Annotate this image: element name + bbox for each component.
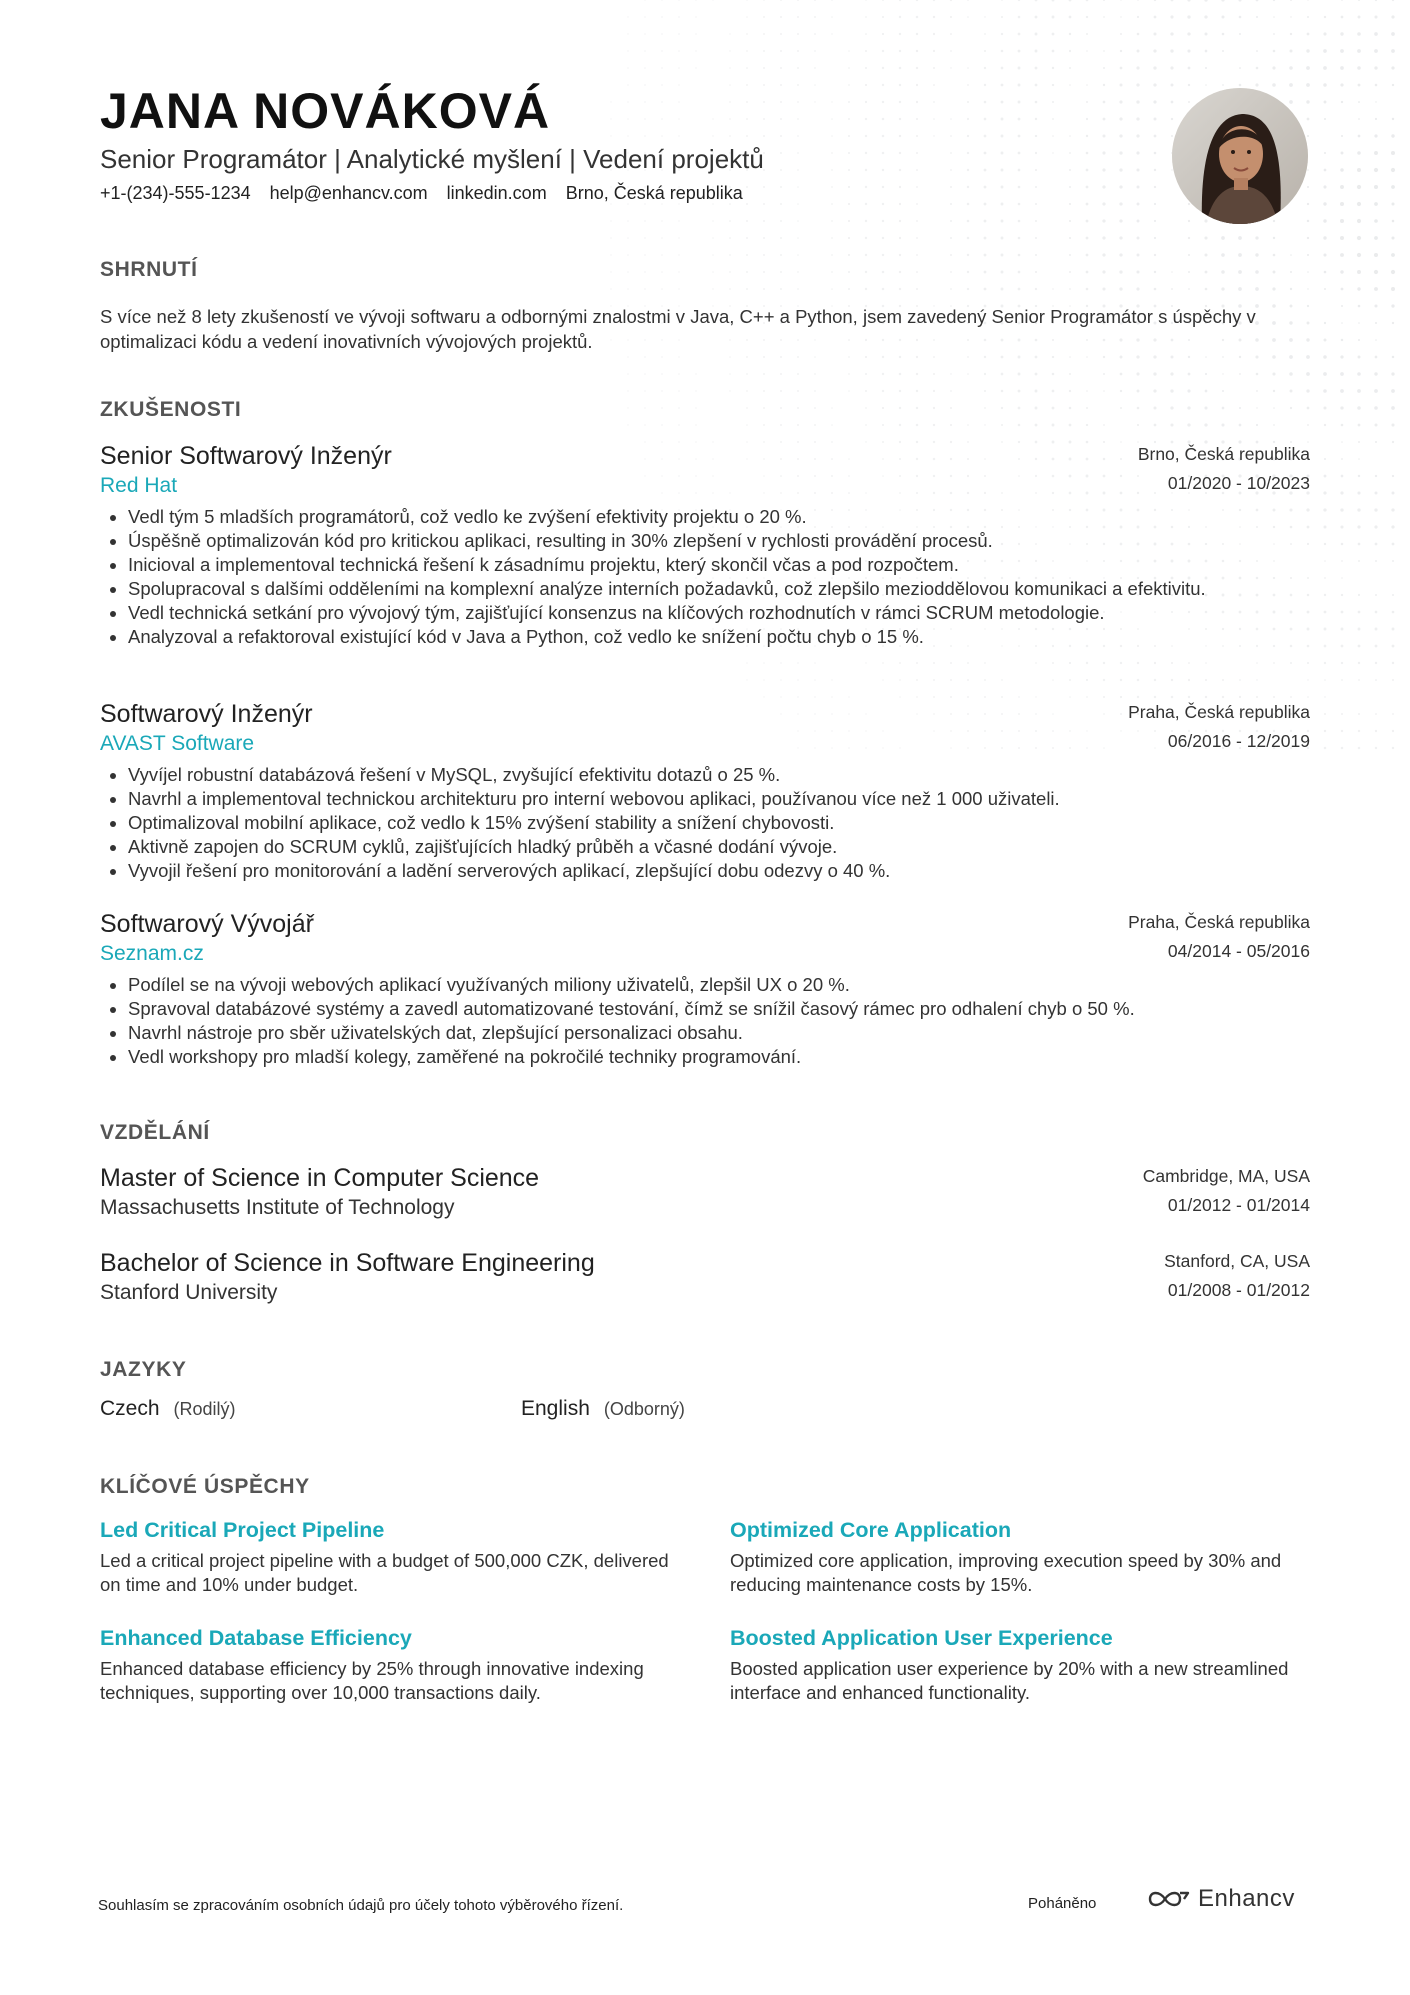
experience-item <box>100 440 1310 649</box>
role-location: Praha, Česká republika <box>1128 702 1310 722</box>
bullet: • Inicioval a implementoval technická řešení k zásadnímu projektu, který skončil včas a pod rozpočtem. <box>128 553 1268 577</box>
experience-item <box>100 698 1310 883</box>
summary-text: S více než 8 lety zkušeností ve vývoji softwaru a odbornými znalostmi v Java, C++ a Python, jsem zavedený Senior Programátor s úspěchy v optimalizaci kódu a vedení inovativních vývojových projektů. <box>100 306 1256 352</box>
bullet: • Navrhl a implementoval technickou architekturu pro interní webovou aplikaci, používanou více než 1 000 uživateli. <box>128 787 1268 811</box>
role-meta <box>1128 698 1310 756</box>
achievement-description: Enhanced database efficiency by 25% through innovative indexing techniques, supporting over 10,000 transactions daily. <box>100 1658 644 1703</box>
achievement-title: Enhanced Database Efficiency <box>100 1626 412 1650</box>
achievement-description: Optimized core application, improving execution speed by 30% and reducing maintenance costs by 15%. <box>730 1550 1282 1595</box>
avatar-photo-icon <box>1172 88 1308 224</box>
summary-heading: SHRNUTÍ <box>100 258 198 281</box>
brand-link[interactable] <box>1146 1885 1295 1913</box>
education-dates: 01/2012 - 01/2014 <box>1167 1195 1310 1215</box>
language-name: English <box>521 1397 590 1420</box>
company-link[interactable]: Red Hat <box>100 474 178 497</box>
brand-name: Enhancv <box>1198 1885 1295 1912</box>
bullet: • Analyzoval a refaktoroval existující kód v Java a Python, což vedlo ke snížení počtu chyb o 15 %. <box>128 625 1268 649</box>
enhancv-logo-icon <box>1146 1885 1192 1913</box>
bullet: • Vedl tým 5 mladších programátorů, což vedlo ke zvýšení efektivity projektu o 20 %. <box>128 505 1268 529</box>
role-meta <box>1138 440 1310 498</box>
achievement-title: Optimized Core Application <box>730 1518 1012 1542</box>
language-item <box>100 1397 236 1421</box>
achievement-item <box>730 1624 1300 1705</box>
role-title: Senior Softwarový Inženýr <box>100 442 392 470</box>
education-location: Cambridge, MA, USA <box>1142 1166 1310 1186</box>
education-meta <box>1143 1162 1310 1220</box>
location-text: Brno, Česká republika <box>565 183 743 203</box>
role-title: Softwarový Vývojář <box>100 910 314 938</box>
role-bullets <box>100 763 1268 883</box>
bullet: • Optimalizoval mobilní aplikace, což vedlo k 15% zvýšení stability a snížení chybovosti. <box>128 811 1268 835</box>
contact-bar <box>100 183 743 204</box>
bullet: • Úspěšně optimalizován kód pro kritickou aplikaci, resulting in 30% zlepšení v rychlosti provádění procesů. <box>128 529 1268 553</box>
bullet: • Vedl technická setkání pro vývojový tým, zajišťující konsenzus na klíčových rozhodnutích v rámci SCRUM metodologie. <box>128 601 1268 625</box>
experience-heading: ZKUŠENOSTI <box>100 398 242 421</box>
role-bullets <box>100 973 1268 1069</box>
linkedin-link[interactable]: linkedin.com <box>446 183 547 203</box>
role-dates: 06/2016 - 12/2019 <box>1167 731 1310 751</box>
role-dates: 01/2020 - 10/2023 <box>1167 473 1310 493</box>
bullet: • Aktivně zapojen do SCRUM cyklů, zajišťujících hladký průběh a včasné dodání vývoje. <box>128 835 1268 859</box>
role-title: Softwarový Inženýr <box>100 700 313 728</box>
achievement-item <box>730 1516 1300 1597</box>
achievements-heading: KLÍČOVÉ ÚSPĚCHY <box>100 1475 310 1498</box>
education-item <box>100 1247 1310 1307</box>
achievement-description: Boosted application user experience by 20% with a new streamlined interface and enhanced functionality. <box>730 1658 1289 1703</box>
headline: Senior Programátor | Analytické myšlení | Vedení projektů <box>100 144 764 174</box>
school-name: Massachusetts Institute of Technology <box>100 1196 455 1219</box>
role-location: Praha, Česká republika <box>1128 912 1310 932</box>
achievement-description: Led a critical project pipeline with a budget of 500,000 CZK, delivered on time and 10% under budget. <box>100 1550 669 1595</box>
education-dates: 01/2008 - 01/2012 <box>1167 1280 1310 1300</box>
bullet: • Vyvíjel robustní databázová řešení v MySQL, zvyšující efektivitu dotazů o 25 %. <box>128 763 1268 787</box>
role-location: Brno, Česká republika <box>1137 444 1310 464</box>
languages-heading: JAZYKY <box>100 1358 187 1381</box>
company-link[interactable]: Seznam.cz <box>100 942 204 965</box>
language-level: (Rodilý) <box>173 1399 236 1419</box>
role-meta <box>1128 908 1310 966</box>
language-item <box>521 1397 685 1421</box>
role-bullets <box>100 505 1268 649</box>
degree-title: Bachelor of Science in Software Engineering <box>100 1249 595 1277</box>
achievement-title: Led Critical Project Pipeline <box>100 1518 385 1542</box>
education-heading: VZDĚLÁNÍ <box>100 1121 210 1144</box>
email-link[interactable]: help@enhancv.com <box>269 183 428 203</box>
achievement-item <box>100 1516 670 1597</box>
role-dates: 04/2014 - 05/2016 <box>1167 941 1310 961</box>
powered-by-label: Poháněno <box>1028 1895 1097 1912</box>
bullet: • Podílel se na vývoji webových aplikací využívaných miliony uživatelů, zlepšil UX o 20 %. <box>128 973 1268 997</box>
school-name: Stanford University <box>100 1281 278 1304</box>
language-level: (Odborný) <box>603 1399 685 1419</box>
bullet: • Vyvojil řešení pro monitorování a ladění serverových aplikací, zlepšující dobu odezvy o 40 %. <box>128 859 1268 883</box>
candidate-name: JANA NOVÁKOVÁ <box>100 83 551 139</box>
consent-note: Souhlasím se zpracováním osobních údajů pro účely tohoto výběrového řízení. <box>98 1897 624 1914</box>
degree-title: Master of Science in Computer Science <box>100 1164 540 1192</box>
achievement-title: Boosted Application User Experience <box>730 1626 1113 1650</box>
phone-text[interactable]: +1-(234)-555-1234 <box>100 183 251 203</box>
education-meta <box>1164 1247 1310 1305</box>
education-item <box>100 1162 1310 1222</box>
bullet: • Spravoval databázové systémy a zavedl automatizované testování, čímž se snížil časový rámec pro odhalení chyb o 50 %. <box>128 997 1268 1021</box>
bullet: • Spolupracoval s dalšími odděleními na komplexní analýze interních požadavků, což zlepšilo mezioddělovou komunikaci a efektivitu. <box>128 577 1268 601</box>
company-link[interactable]: AVAST Software <box>100 732 255 755</box>
bullet: • Navrhl nástroje pro sběr uživatelských dat, zlepšující personalizaci obsahu. <box>128 1021 1268 1045</box>
avatar <box>1172 88 1308 224</box>
bullet: • Vedl workshopy pro mladší kolegy, zaměřené na pokročilé techniky programování. <box>128 1045 1268 1069</box>
education-location: Stanford, CA, USA <box>1164 1251 1310 1271</box>
language-name: Czech <box>100 1397 160 1420</box>
achievement-item <box>100 1624 670 1705</box>
experience-item <box>100 908 1310 1069</box>
